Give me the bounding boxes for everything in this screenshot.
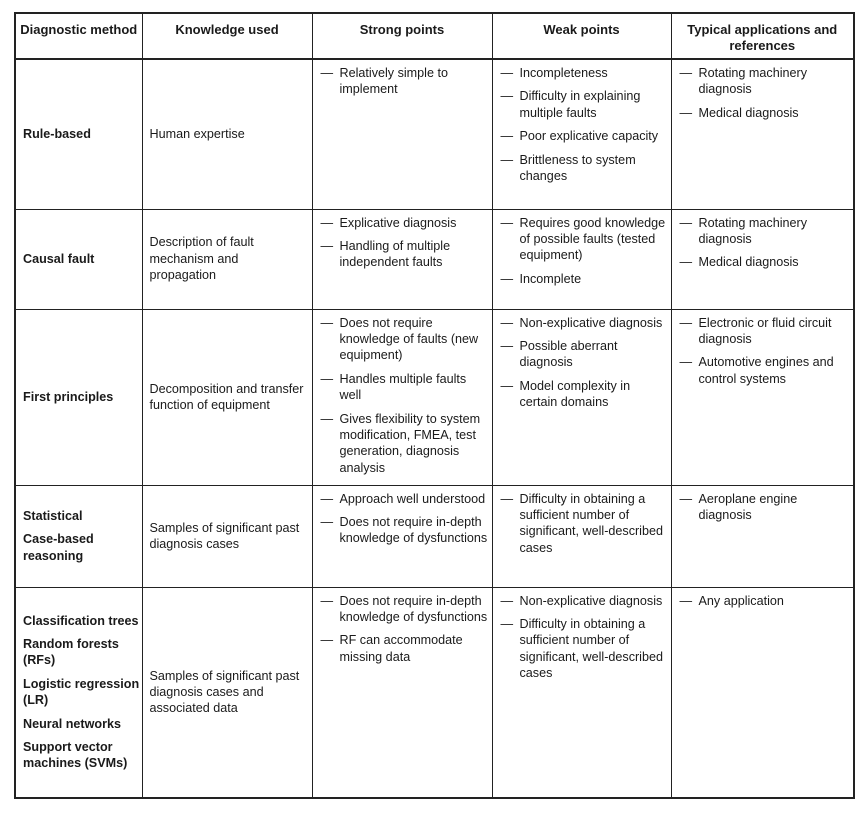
table-row [15, 587, 854, 798]
method-name: Neural networks [23, 716, 121, 731]
applications-cell [671, 309, 854, 485]
method-name: Causal fault [23, 251, 95, 266]
method-cell [15, 59, 142, 209]
weak-point: — Possible aberrant diagnosis [501, 338, 667, 371]
method-name: Case-based reasoning [23, 532, 94, 563]
knowledge-cell: Samples of significant past diagnosis cases and associated data [142, 587, 312, 798]
strong-points-cell [312, 59, 492, 209]
application: — Medical diagnosis [680, 105, 850, 121]
header-diagnostic-method: Diagnostic method [15, 13, 142, 59]
method-name: Support vector machines (SVMs) [23, 740, 128, 771]
application: — Medical diagnosis [680, 254, 850, 270]
weak-point: — Model complexity in certain domains [501, 378, 667, 411]
strong-points-cell [312, 485, 492, 587]
application: — Rotating machinery diagnosis [680, 215, 850, 248]
table-row [15, 309, 854, 485]
strong-point: — Handles multiple faults well [321, 371, 488, 404]
application: — Rotating machinery diagnosis [680, 65, 850, 98]
strong-point: — Gives flexibility to system modification, FMEA, test generation, diagnosis analysis [321, 411, 488, 477]
knowledge-cell: Samples of significant past diagnosis cases [142, 485, 312, 587]
weak-point: — Incompleteness [501, 65, 667, 81]
strong-point: — RF can accommodate missing data [321, 632, 488, 665]
strong-point: — Explicative diagnosis [321, 215, 488, 231]
application: — Any application [680, 593, 850, 609]
header-strong-points: Strong points [312, 13, 492, 59]
weak-point: — Poor explicative capacity [501, 128, 667, 144]
table-row [15, 209, 854, 309]
knowledge-cell: Description of fault mechanism and propagation [142, 209, 312, 309]
weak-points-cell [492, 485, 671, 587]
applications-cell [671, 587, 854, 798]
knowledge-cell: Decomposition and transfer function of equipment [142, 309, 312, 485]
weak-points-cell [492, 59, 671, 209]
weak-points-cell [492, 209, 671, 309]
strong-points-cell [312, 587, 492, 798]
applications-cell [671, 485, 854, 587]
diagnostic-methods-table [14, 12, 855, 799]
weak-point: — Non-explicative diagnosis [501, 593, 667, 609]
table-row [15, 485, 854, 587]
method-name: Statistical [23, 508, 83, 523]
method-name: Logistic regression (LR) [23, 676, 140, 708]
header-weak-points: Weak points [492, 13, 671, 59]
method-name: Rule-based [23, 127, 91, 142]
method-cell [15, 309, 142, 485]
strong-point: — Does not require in-depth knowledge of dysfunctions [321, 514, 488, 547]
strong-point: — Does not require knowledge of faults (new equipment) [321, 315, 488, 364]
strong-point: — Does not require in-depth knowledge of dysfunctions [321, 593, 488, 626]
knowledge-cell: Human expertise [142, 59, 312, 209]
applications-cell [671, 209, 854, 309]
weak-points-cell [492, 587, 671, 798]
method-cell [15, 209, 142, 309]
weak-point: — Non-explicative diagnosis [501, 315, 667, 331]
strong-point: — Relatively simple to implement [321, 65, 488, 98]
strong-points-cell [312, 209, 492, 309]
weak-point: — Brittleness to system changes [501, 152, 667, 185]
header-row [15, 13, 854, 59]
weak-point: — Difficulty in obtaining a sufficient number of significant, well-described cases [501, 491, 667, 557]
weak-point: — Incomplete [501, 271, 667, 287]
header-knowledge-used: Knowledge used [142, 13, 312, 59]
method-name: Classification trees [23, 613, 139, 628]
application: — Electronic or fluid circuit diagnosis [680, 315, 850, 348]
method-cell [15, 485, 142, 587]
weak-point: — Difficulty in explaining multiple faults [501, 88, 667, 121]
header-typical-applications: Typical applications and references [671, 13, 854, 59]
weak-point: — Difficulty in obtaining a sufficient number of significant, well-described cases [501, 616, 667, 682]
weak-points-cell [492, 309, 671, 485]
strong-point: — Handling of multiple independent faults [321, 238, 488, 271]
application: — Aeroplane engine diagnosis [680, 491, 850, 524]
application: — Automotive engines and control systems [680, 354, 850, 387]
strong-point: — Approach well understood [321, 491, 488, 507]
weak-point: — Requires good knowledge of possible faults (tested equipment) [501, 215, 667, 264]
method-name: Random forests (RFs) [23, 637, 119, 668]
table-row [15, 59, 854, 209]
applications-cell [671, 59, 854, 209]
method-name: First principles [23, 389, 114, 404]
method-cell [15, 587, 142, 798]
strong-points-cell [312, 309, 492, 485]
